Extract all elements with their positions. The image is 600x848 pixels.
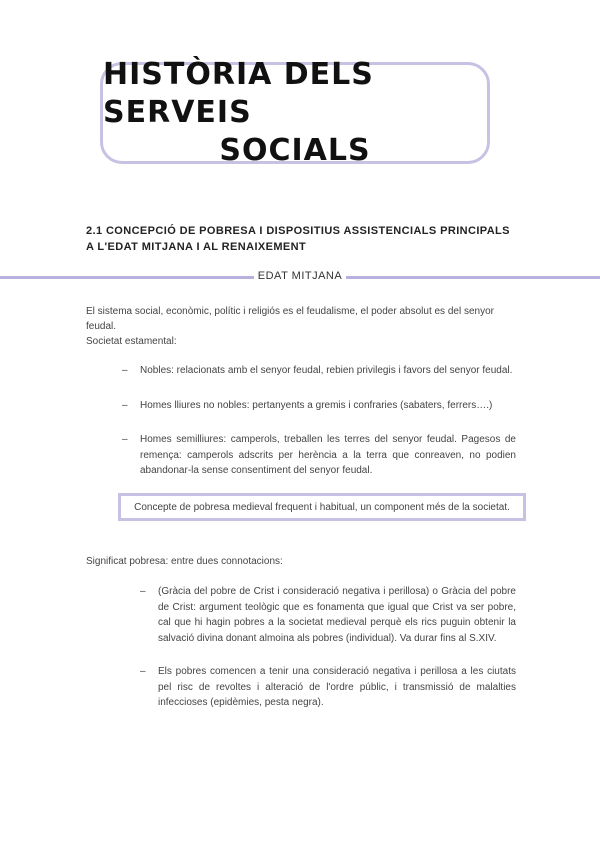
dash-bullet: – [122,399,128,411]
dash-bullet: – [140,666,146,677]
societat-label: Societat estamental: [86,336,177,347]
connotacions-list [140,584,516,729]
title-box [100,57,490,168]
section-title-text: EDAT MITJANA [254,270,346,282]
dash-bullet: – [140,586,146,597]
page-title-line-2: SOCIALS [219,133,371,168]
section-heading: 2.1 CONCEPCIÓ DE POBRESA I DISPOSITIUS ASSISTENCIALS PRINCIPALS A L'EDAT MITJANA I AL RENAIXEMENT [86,225,510,253]
estaments-list [122,363,516,498]
list-item-text: Els pobres comencen a tenir una consideració negativa i perillosa a les ciutats pel risc de revoltes i alteració de l'ordre públic, i transmissió de malalties infeccioses (epidèmies, pesta negra). [158,666,516,708]
list-item [140,664,516,711]
list-item-text: Homes semilliures: camperols, treballen les terres del senyor feudal. Pagesos de remença: camperols adscrits per herència a la terra que conreaven, no podien abandonar-la sense consentiment del senyor feudal. [140,434,516,476]
list-item [122,398,516,414]
intro-paragraph: El sistema social, econòmic, polític i religiós es el feudalisme, el poder absolut es del senyor feudal. [86,306,494,332]
list-item-text: Nobles: relacionats amb el senyor feudal, rebien privilegis i favors del senyor feudal. [140,365,513,376]
significat-label: Significat pobresa: entre dues connotacions: [86,556,283,567]
callout-text: Concepte de pobresa medieval frequent i habitual, un component més de la societat. [134,501,510,513]
callout-box [118,493,526,521]
page-title-line-1: HISTÒRIA DELS SERVEIS [103,57,374,130]
dash-bullet: – [122,365,128,376]
section-title [0,270,600,282]
list-item [140,584,516,646]
dash-bullet: – [122,434,128,445]
list-item [122,363,516,379]
list-item-text: (Gràcia del pobre de Crist i consideració negativa i perillosa) o Gràcia del pobre de Crist: argument teològic que es fonamenta que igual que Crist va ser pobre, cal que hi hagin pobres a la societat medieval perquè els rics puguin obtenir la salvació divina donant almoina als pobres (individual). Va durar fins al S.XIV. [158,586,516,644]
list-item [122,432,516,479]
list-item-text: Homes lliures no nobles: pertanyents a gremis i confraries (sabaters, ferrers….) [140,399,493,411]
